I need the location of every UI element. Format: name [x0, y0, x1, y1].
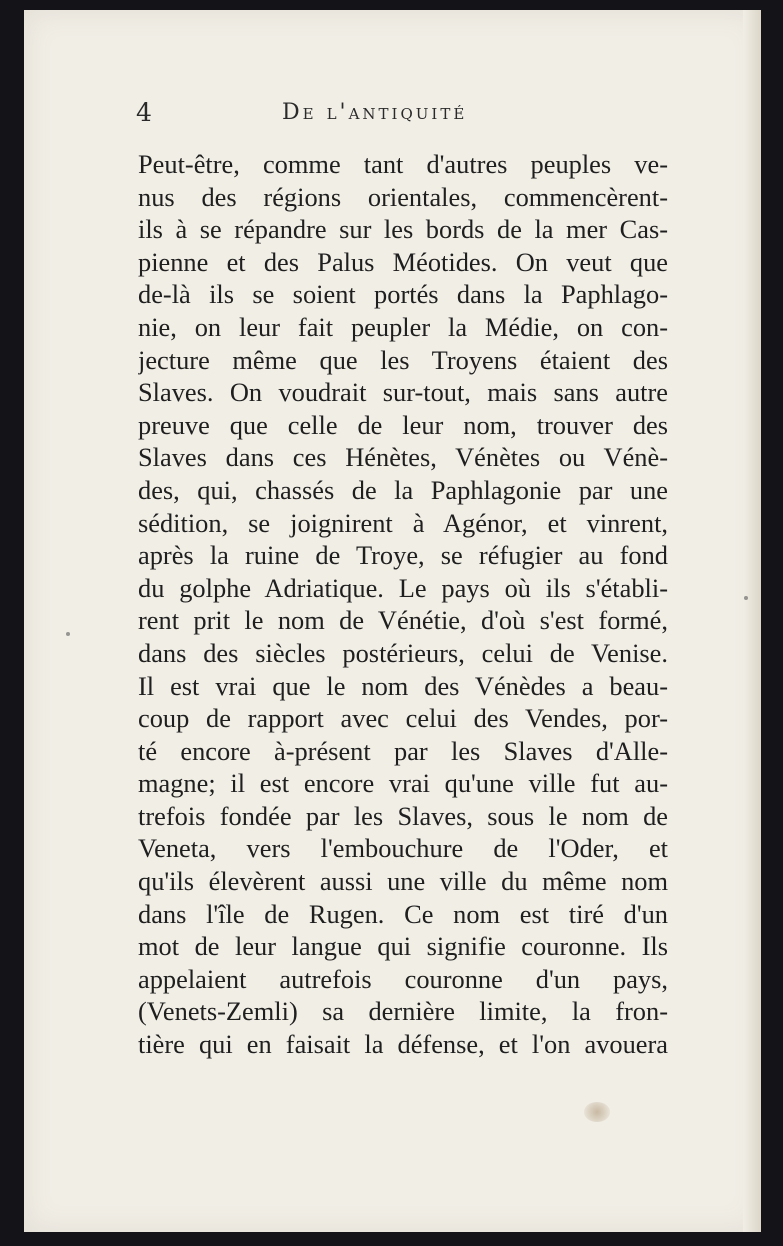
text-line: tière qui en faisait la défense, et l'on avouera: [138, 1029, 668, 1060]
text-line: Il est vrai que le nom des Vénèdes a beau-: [138, 670, 668, 701]
text-line: (Venets-Zemli) sa dernière limite, la fron-: [138, 996, 668, 1027]
text-line: coup de rapport avec celui des Vendes, por-: [138, 703, 668, 734]
page-number: 4: [136, 98, 152, 127]
text-line: trefois fondée par les Slaves, sous le nom de: [138, 800, 668, 831]
text-line: Veneta, vers l'embouchure de l'Oder, et: [138, 833, 668, 864]
body-text: [138, 148, 668, 1061]
text-line: pienne et des Palus Méotides. On veut que: [138, 246, 668, 277]
text-line: Peut-être, comme tant d'autres peuples ve-: [138, 149, 668, 179]
text-line: magne; il est encore vrai qu'une ville fut au-: [138, 768, 668, 799]
text-line: nie, on leur fait peupler la Médie, on con-: [138, 311, 668, 342]
page-edge-shadow: [743, 10, 761, 1232]
text-line: appelaient autrefois couronne d'un pays,: [138, 963, 668, 994]
page-header: [136, 98, 676, 138]
paper-speck: [66, 632, 70, 636]
text-line: Slaves. On voudrait sur-tout, mais sans autre: [138, 377, 668, 408]
text-line: nus des régions orientales, commencèrent-: [138, 181, 668, 212]
text-line: jecture même que les Troyens étaient des: [138, 344, 668, 375]
text-line: Slaves dans ces Hénètes, Vénètes ou Vénè-: [138, 442, 668, 473]
text-line: rent prit le nom de Vénétie, d'où s'est formé,: [138, 605, 668, 636]
ink-smudge: [584, 1102, 610, 1122]
text-line: preuve que celle de leur nom, trouver des: [138, 409, 668, 440]
text-line: dans des siècles postérieurs, celui de Venise.: [138, 637, 668, 668]
text-line: ils à se répandre sur les bords de la mer Cas-: [138, 214, 668, 245]
text-line: sédition, se joignirent à Agénor, et vinrent,: [138, 507, 668, 538]
text-line: qu'ils élevèrent aussi une ville du même nom: [138, 866, 668, 897]
paper-speck: [744, 596, 748, 600]
text-line: du golphe Adriatique. Le pays où ils s'établi-: [138, 572, 668, 603]
text-line: après la ruine de Troye, se réfugier au fond: [138, 540, 668, 571]
running-title: De l'antiquité: [282, 100, 468, 125]
text-line: des, qui, chassés de la Paphlagonie par une: [138, 474, 668, 505]
text-line: dans l'île de Rugen. Ce nom est tiré d'un: [138, 898, 668, 929]
text-line: té encore à-présent par les Slaves d'Alle-: [138, 735, 668, 766]
text-line: mot de leur langue qui signifie couronne. Ils: [138, 931, 668, 962]
text-line: de-là ils se soient portés dans la Paphlago-: [138, 279, 668, 310]
